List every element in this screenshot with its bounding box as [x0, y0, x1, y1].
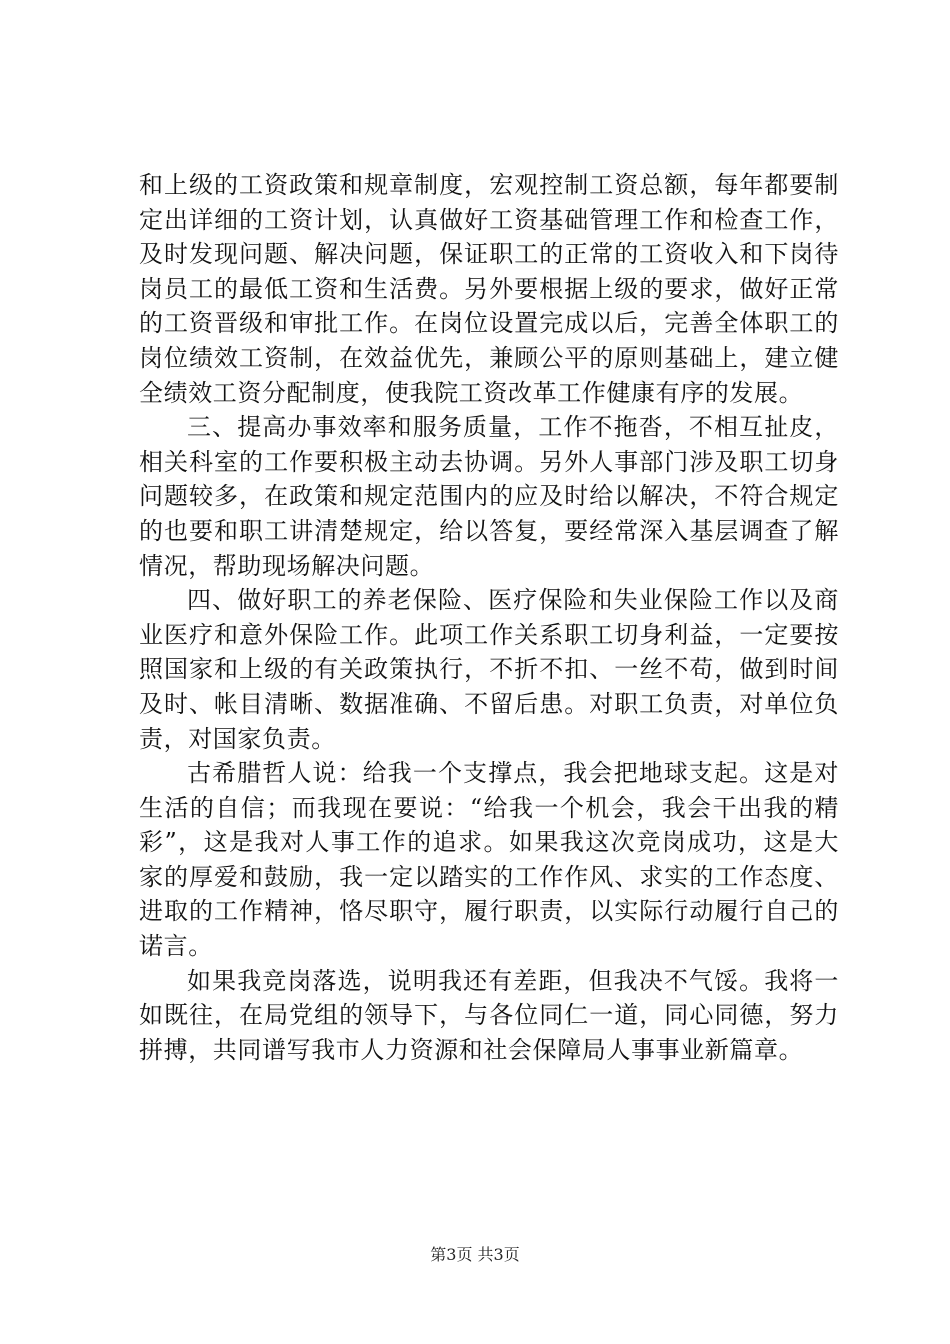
paragraph-1: 和上级的工资政策和规章制度，宏观控制工资总额，每年都要制定出详细的工资计划，认真做好工资基础管理工作和检查工作，及时发现问题、解决问题，保证职工的正常的工资收入和下岗待岗员工的最低工资和生活费。另外要根据上级的要求，做好正常的工资晋级和审批工作。在岗位设置完成以后，完善全体职工的岗位绩效工资制，在效益优先，兼顾公平的原则基础上，建立健全绩效工资分配制度，使我院工资改革工作健康有序的发展。 [139, 171, 839, 407]
paragraph-3: 四、做好职工的养老保险、医疗保险和失业保险工作以及商业医疗和意外保险工作。此项工作关系职工切身利益，一定要按照国家和上级的有关政策执行，不折不扣、一丝不苟，做到时间及时、帐目清晰、数据准确、不留后患。对职工负责，对单位负责，对国家负责。 [139, 586, 839, 753]
document-body [139, 168, 839, 1067]
paragraph-5: 如果我竞岗落选，说明我还有差距，但我决不气馁。我将一如既往，在局党组的领导下，与各位同仁一道，同心同德，努力拼搏，共同谱写我市人力资源和社会保障局人事事业新篇章。 [139, 966, 839, 1064]
page-number-label: 第3页 共3页 [430, 1245, 520, 1264]
paragraph-2: 三、提高办事效率和服务质量，工作不拖沓，不相互扯皮，相关科室的工作要积极主动去协调。另外人事部门涉及职工切身问题较多，在政策和规定范围内的应及时给以解决，不符合规定的也要和职工讲清楚规定，给以答复，要经常深入基层调查了解情况，帮助现场解决问题。 [139, 413, 839, 580]
page-footer [0, 1245, 950, 1265]
paragraph-4: 古希腊哲人说：给我一个支撑点，我会把地球支起。这是对生活的自信；而我现在要说：“给我一个机会，我会干出我的精彩”，这是我对人事工作的追求。如果我这次竞岗成功，这是大家的厚爱和鼓励，我一定以踏实的工作作风、求实的工作态度、进取的工作精神，恪尽职守，履行职责，以实际行动履行自己的诺言。 [139, 759, 839, 961]
